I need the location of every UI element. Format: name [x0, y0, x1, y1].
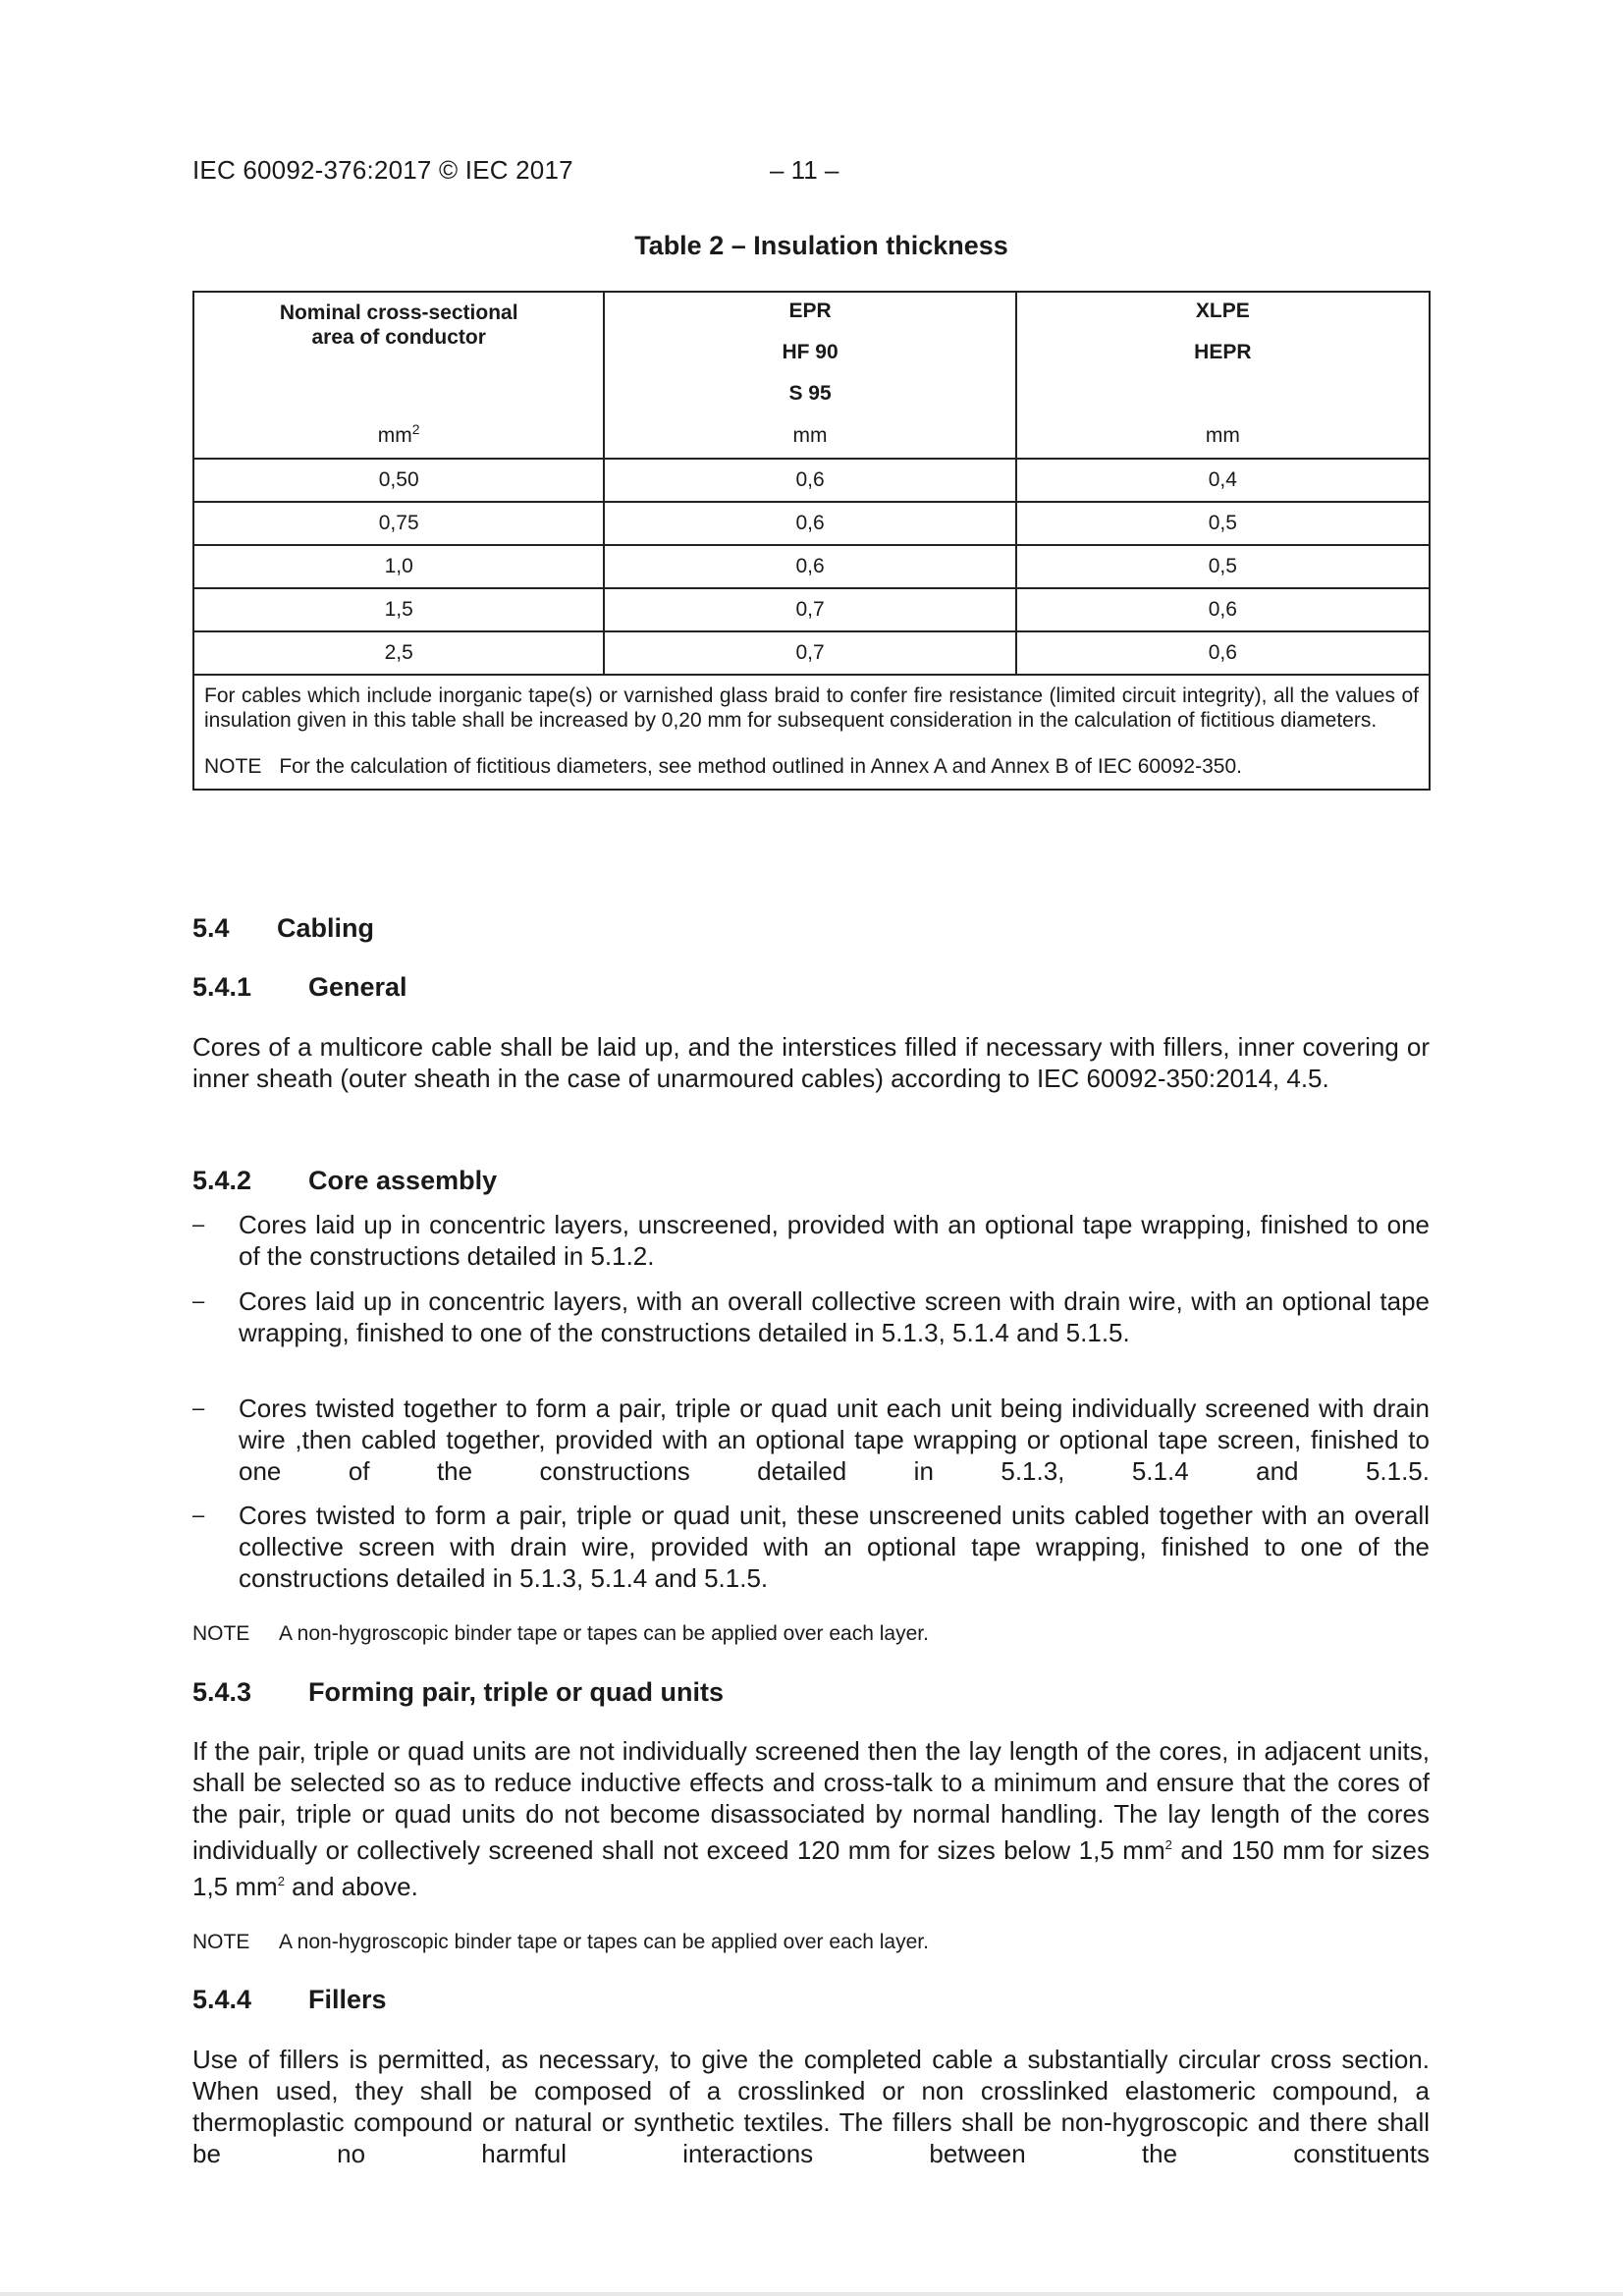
- header-line: S 95: [788, 382, 832, 405]
- list-item: [192, 1500, 1430, 1594]
- section-heading-5-4-2: [192, 1166, 497, 1196]
- header-line: XLPE: [1195, 300, 1250, 322]
- paragraph-forming-units: If the pair, triple or quad units are not individually screened then the lay length of the cores, in adjacent units, shall be selected so as to reduce inductive effects and cross-talk to a minimum and ensure that the cores of the pair, triple or quad units do not become disassociated by normal handling. The lay length of the cores individually or collectively screened shall not exceed 120 mm for sizes below 1,5 $mm^2$ and 150 mm for sizes 1,5 $mm^2$ and above.: [192, 1736, 1431, 1901]
- list-item: [192, 1285, 1430, 1348]
- table-note: [204, 754, 1419, 779]
- unit-label: mm: [792, 424, 828, 447]
- list-item: [192, 1393, 1430, 1487]
- dash-bullet-icon: –: [192, 1212, 205, 1236]
- section-number: 5.4.2: [192, 1166, 252, 1195]
- page-number: – 11 –: [770, 155, 839, 185]
- section-number: 5.4.1: [192, 972, 252, 1002]
- paragraph-fillers: Use of fillers is permitted, as necessary, to give the completed cable a substantially circular cross section. When used, they shall be composed of a crosslinked or non crosslinked elastomeric compound, a thermoplastic compound or natural or synthetic textiles. The fillers shall be non-hygroscopic and there shall be no harmful interactions between the constituents: [192, 2045, 1430, 2168]
- section-title: General: [308, 972, 407, 1002]
- paragraph-general: Cores of a multicore cable shall be laid up, and the interstices filled if necessary with fillers, inner covering or inner sheath (outer sheath in the case of unarmoured cables) according to IEC 60092-350:2014, 4.5.: [192, 1032, 1430, 1093]
- cell-area: 0,50: [193, 459, 604, 502]
- list-item-text: Cores twisted together to form a pair, triple or quad unit each unit being individually screened with drain wire ,then cabled together, provided with an optional tape wrapping or optional tape screen, finished to one of the constructions detailed in 5.1.3, 5.1.4 and 5.1.5.: [239, 1394, 1430, 1486]
- running-header-document-id: IEC 60092-376:2017 © IEC 2017: [192, 155, 573, 185]
- cell-xlpe: 0,6: [1016, 631, 1430, 675]
- note-text: For the calculation of fictitious diameters, see method outlined in Annex A and Annex B of IEC 60092-350.: [279, 755, 1242, 778]
- unit-label: $mm^2$: [377, 421, 420, 447]
- cell-xlpe: 0,6: [1016, 588, 1430, 631]
- cell-area: 1,0: [193, 545, 604, 588]
- note-label: NOTE: [204, 755, 262, 778]
- table-row: [193, 545, 1430, 588]
- cell-epr: 0,7: [604, 631, 1015, 675]
- cell-xlpe: 0,5: [1016, 502, 1430, 545]
- section-heading-5-4-1: [192, 972, 407, 1003]
- cell-epr: 0,6: [604, 545, 1015, 588]
- note-label: NOTE: [192, 1622, 250, 1645]
- header-line: HEPR: [1194, 341, 1252, 363]
- unit-label: mm: [1205, 424, 1240, 447]
- header-line: area of conductor: [311, 326, 486, 349]
- section-number: 5.4.4: [192, 1985, 252, 2014]
- section-heading-5-4-3: [192, 1677, 724, 1708]
- cell-area: 1,5: [193, 588, 604, 631]
- section-number: 5.4.3: [192, 1677, 252, 1707]
- note-text: A non-hygroscopic binder tape or tapes can be applied over each layer.: [279, 1622, 929, 1645]
- table-row: [193, 631, 1430, 675]
- list-item: [192, 1209, 1430, 1272]
- header-line: EPR: [788, 300, 832, 322]
- cell-epr: 0,6: [604, 459, 1015, 502]
- table-row: [193, 588, 1430, 631]
- section-title: Core assembly: [308, 1166, 498, 1195]
- header-epr: [604, 292, 1015, 459]
- list-item-text: Cores laid up in concentric layers, unscreened, provided with an optional tape wrapping, finished to one of the constructions detailed in 5.1.2.: [239, 1210, 1430, 1271]
- list-item-text: Cores twisted to form a pair, triple or quad unit, these unscreened units cabled together with an overall collective screen with drain wire, provided with an optional tape wrapping, finished to one of the constructions detailed in 5.1.3, 5.1.4 and 5.1.5.: [239, 1501, 1430, 1593]
- dash-bullet-icon: –: [192, 1288, 205, 1313]
- table-footnote: [193, 675, 1430, 790]
- section-heading-5-4-4: [192, 1985, 387, 2015]
- table-header-row: [193, 292, 1430, 459]
- header-line: HF 90: [782, 341, 839, 363]
- note-text: A non-hygroscopic binder tape or tapes can be applied over each layer.: [279, 1931, 929, 1953]
- note-core-assembly: [192, 1622, 929, 1646]
- note-label: NOTE: [192, 1931, 250, 1953]
- cell-epr: 0,6: [604, 502, 1015, 545]
- section-title: Forming pair, triple or quad units: [308, 1677, 725, 1707]
- section-heading-5-4: [192, 913, 374, 944]
- cell-epr: 0,7: [604, 588, 1015, 631]
- section-number: 5.4: [192, 913, 230, 943]
- table-footnote-row: [193, 675, 1430, 790]
- table-row: [193, 459, 1430, 502]
- section-title: Fillers: [308, 1985, 387, 2014]
- page-boundary: [0, 2292, 1623, 2296]
- header-conductor-area: [193, 292, 604, 459]
- cell-xlpe: 0,5: [1016, 545, 1430, 588]
- footnote-text: For cables which include inorganic tape(s) or varnished glass braid to confer fire resistance (limited circuit integrity), all the values of insulation given in this table shall be increased by 0,20 mm for subsequent consideration in the calculation of fictitious diameters.: [204, 684, 1419, 732]
- cell-area: 0,75: [193, 502, 604, 545]
- dash-bullet-icon: –: [192, 1395, 205, 1420]
- table-row: [193, 502, 1430, 545]
- list-item-text: Cores laid up in concentric layers, with an overall collective screen with drain wire, with an optional tape wrapping, finished to one of the constructions detailed in 5.1.3, 5.1.4 and 5.1.5.: [239, 1286, 1430, 1347]
- header-line: Nominal cross-sectional: [279, 301, 518, 324]
- insulation-thickness-table: [192, 291, 1431, 791]
- table-caption: Table 2 – Insulation thickness: [634, 231, 1008, 260]
- note-forming-units: [192, 1931, 929, 1954]
- section-title: Cabling: [277, 913, 374, 943]
- dash-bullet-icon: –: [192, 1503, 205, 1527]
- header-xlpe: [1016, 292, 1430, 459]
- cell-area: 2,5: [193, 631, 604, 675]
- cell-xlpe: 0,4: [1016, 459, 1430, 502]
